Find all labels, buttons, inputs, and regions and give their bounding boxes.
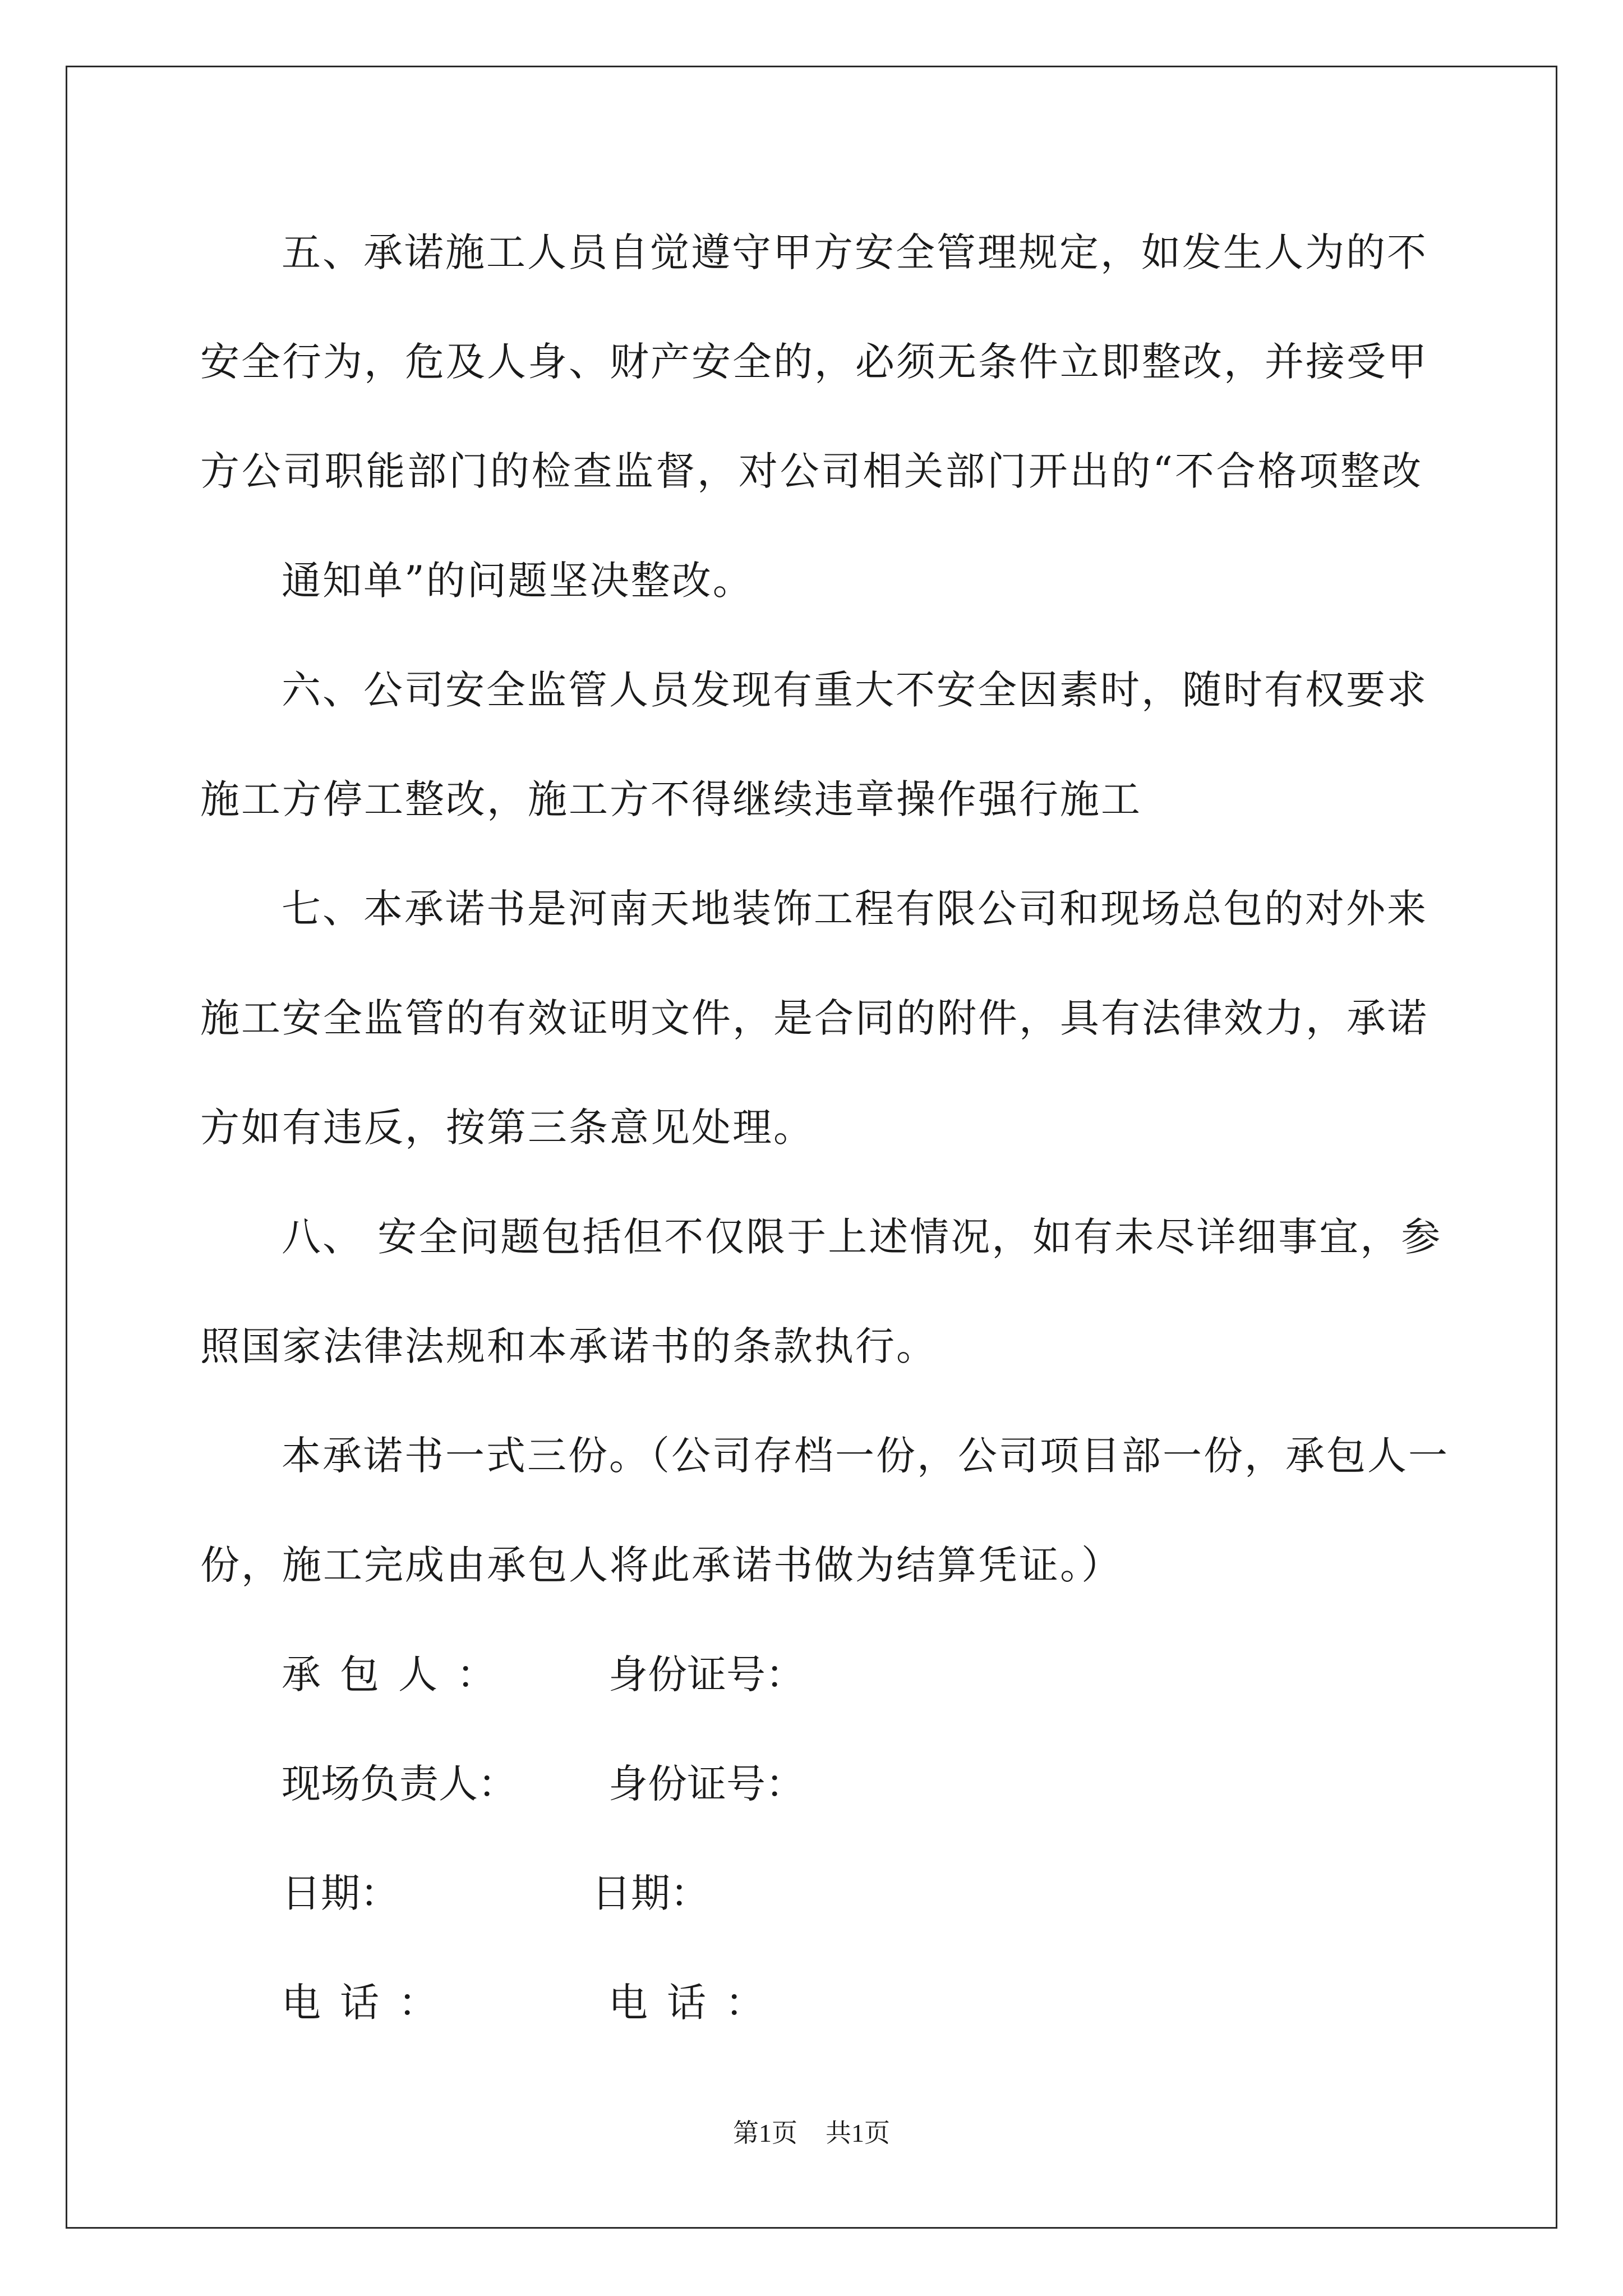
page-footer [0, 2118, 1623, 2149]
paragraph-5-line-2: 安全行为，危及人身、财产安全的，必须无条件立即整改，并接受甲 [200, 339, 1428, 385]
phone-label-2: 电话： [608, 1980, 783, 2026]
paragraph-7-line-3: 方如有违反，按第三条意见处理。 [200, 1105, 814, 1151]
page-total: 共1页 [826, 2119, 890, 2147]
paragraph-5-line-4: 通知单”的问题坚决整改。 [282, 558, 754, 604]
paragraph-7-line-2: 施工安全监管的有效证明文件，是合同的附件，具有法律效力，承诺 [200, 995, 1428, 1041]
id-number-label-2: 身份证号： [608, 1761, 805, 1807]
paragraph-8-line-2: 照国家法律法规和本承诺书的条款执行。 [200, 1323, 937, 1369]
paragraph-9-line-1: 本承诺书一式三份。（公司存档一份，公司项目部一份，承包人一 [282, 1433, 1449, 1479]
id-number-label-1: 身份证号： [608, 1651, 805, 1697]
paragraph-5-line-3: 方公司职能部门的检查监督，对公司相关部门开出的“不合格项整改 [200, 448, 1423, 494]
phone-label-1: 电话： [282, 1980, 457, 2026]
paragraph-9-line-2: 份，施工完成由承包人将此承诺书做为结算凭证。） [200, 1542, 1122, 1588]
date-label-1: 日期： [282, 1870, 399, 1916]
paragraph-8-line-1: 八、 安全问题包括但不仅限于上述情况，如有未尽详细事宜，参 [282, 1214, 1442, 1260]
paragraph-7-line-1: 七、本承诺书是河南天地装饰工程有限公司和现场总包的对外来 [282, 886, 1428, 932]
site-manager-label: 现场负责人： [282, 1761, 517, 1807]
paragraph-6-line-1: 六、公司安全监管人员发现有重大不安全因素时，随时有权要求 [282, 667, 1428, 713]
paragraph-5-line-1: 五、承诺施工人员自觉遵守甲方安全管理规定，如发生人为的不 [282, 229, 1428, 275]
contractor-label: 承包人： [282, 1651, 515, 1697]
page-number: 第1页 [733, 2119, 797, 2147]
paragraph-6-line-2: 施工方停工整改，施工方不得继续违章操作强行施工 [200, 776, 1142, 822]
date-label-2: 日期： [592, 1870, 709, 1916]
